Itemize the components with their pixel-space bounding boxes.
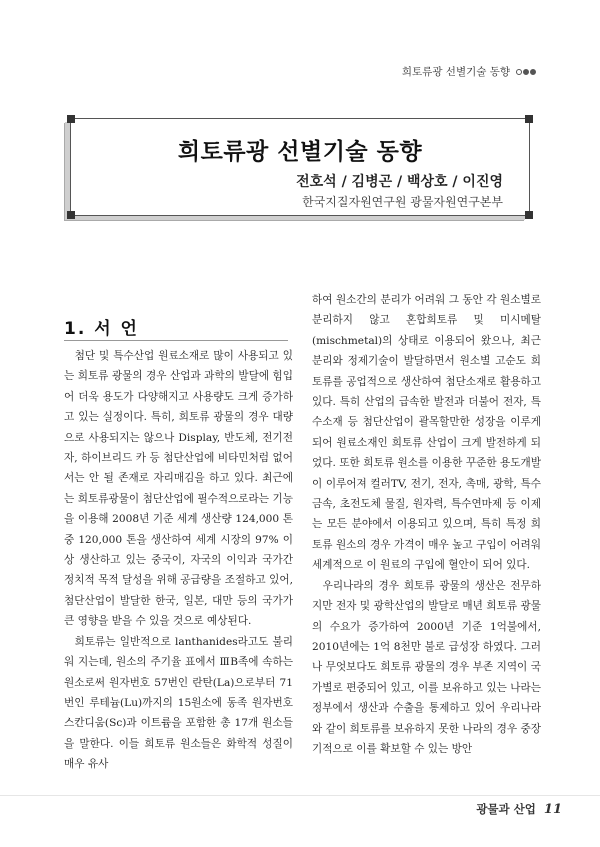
article-authors: 전호석 / 김병곤 / 백상호 / 이진영 [296, 174, 503, 190]
body-paragraph: 우리나라의 경우 희토류 광물의 생산은 전무하지만 전자 및 광학산업의 발달로 매년 희토류 광물의 수요가 증가하여 2000년 기준 1억불에서, 2010년에는 1억 8천만 불로 급성장 하였다. 그러나 무엇보다도 희토류 광물의 경우 부존 지역이 국가별로 편중되어 있고, 이를 보유하고 있는 나라는 정부에서 생산과 수출을 통제하고 있어 우리나라와 같이 희토류를 보유하지 못한 나라의 경우 중장기적으로 이를 확보할 수 있는 방안 [312, 579, 541, 755]
article-title: 희토류광 선별기술 동향 [177, 139, 423, 165]
section-heading: 1. 서 언 [64, 319, 139, 339]
right-column [312, 290, 541, 759]
title-box [70, 118, 530, 216]
body-paragraph: 첨단 및 특수산업 원료소재로 많이 사용되고 있는 희토류 광물의 경우 산업과 과학의 발달에 힘입어 더욱 용도가 다양해지고 사용량도 크게 증가하고 있는 실정이다. 특히, 희토류 광물의 경우 대량으로 사용되지는 않으나 Display, 반도체, 전기전자, 하이브리드 카 등 첨단산업에 비타민처럼 없어서는 안 될 존재로 자리매김을 하고 있다. 최근에는 희토류광물이 첨단산업에 필수적으로라는 기능을 이용해 2008년 기준 세계 생산량 124,000 톤 중 120,000 톤을 생산하여 세계 시장의 97% 이상 생산하고 있는 중국이, 자국의 이익과 국가간 정치적 목적 달성을 위해 공급량을 조절하고 있어, 첨단산업이 발달한 한국, 일본, 대만 등의 국가가 큰 영향을 받을 수 있을 것으로 예상된다. [64, 350, 293, 628]
article-affiliation: 한국지질자원연구원 광물자원연구본부 [302, 195, 503, 209]
page-footer [476, 801, 562, 817]
footer-divider [0, 795, 600, 796]
left-column [64, 346, 293, 775]
section-divider [64, 340, 288, 341]
running-header [402, 64, 536, 79]
corner-mark-icon [525, 211, 533, 219]
corner-mark-icon [67, 211, 75, 219]
publication-name: 광물과 산업 [476, 802, 536, 816]
corner-mark-icon [67, 115, 75, 123]
header-ornament-icon [516, 69, 536, 75]
running-title: 희토류광 선별기술 동향 [401, 66, 510, 78]
body-paragraph: 희토류는 일반적으로 lanthanides라고도 불리워 지는데, 원소의 주기율 표에서 ⅢB족에 속하는 원소로써 원자번호 57번인 란탄(La)으로부터 71번인 루테늄(Lu)까지의 15원소에 동족 원자번호 스칸디움(Sc)과 이트륨을 포함한 총 17개 원소들을 말한다. 이들 희토류 원소들은 화학적 성질이 매우 유사 [64, 635, 293, 771]
corner-mark-icon [525, 115, 533, 123]
body-paragraph: 하여 원소간의 분리가 어려워 그 동안 각 원소별로 분리하지 않고 혼합희토류 및 미시메탈(mischmetal)의 상태로 이용되어 왔으나, 최근 분리와 정제기술이 발달하면서 원소별 고순도 희토류를 공업적으로 생산하여 첨단소재로 활용하고 있다. 특히 산업의 급속한 발전과 더불어 전자, 특수소재 등 첨단산업이 괄목할만한 성장을 이루게 되어 원료소재인 희토류 산업이 크게 발전하게 되었다. 또한 희토류 원소를 이용한 꾸준한 용도개발이 이루어져 컬러TV, 전기, 전자, 촉매, 광학, 특수금속, 초전도체 물질, 원자력, 특수연마제 등 이제는 모든 분야에서 이용되고 있으며, 특히 특정 희토류 원소의 경우 가격이 매우 높고 구입이 어려워 세계적으로 이 원료의 구입에 혈안이 되어 있다. [312, 294, 541, 572]
page-number: 11 [543, 802, 562, 817]
